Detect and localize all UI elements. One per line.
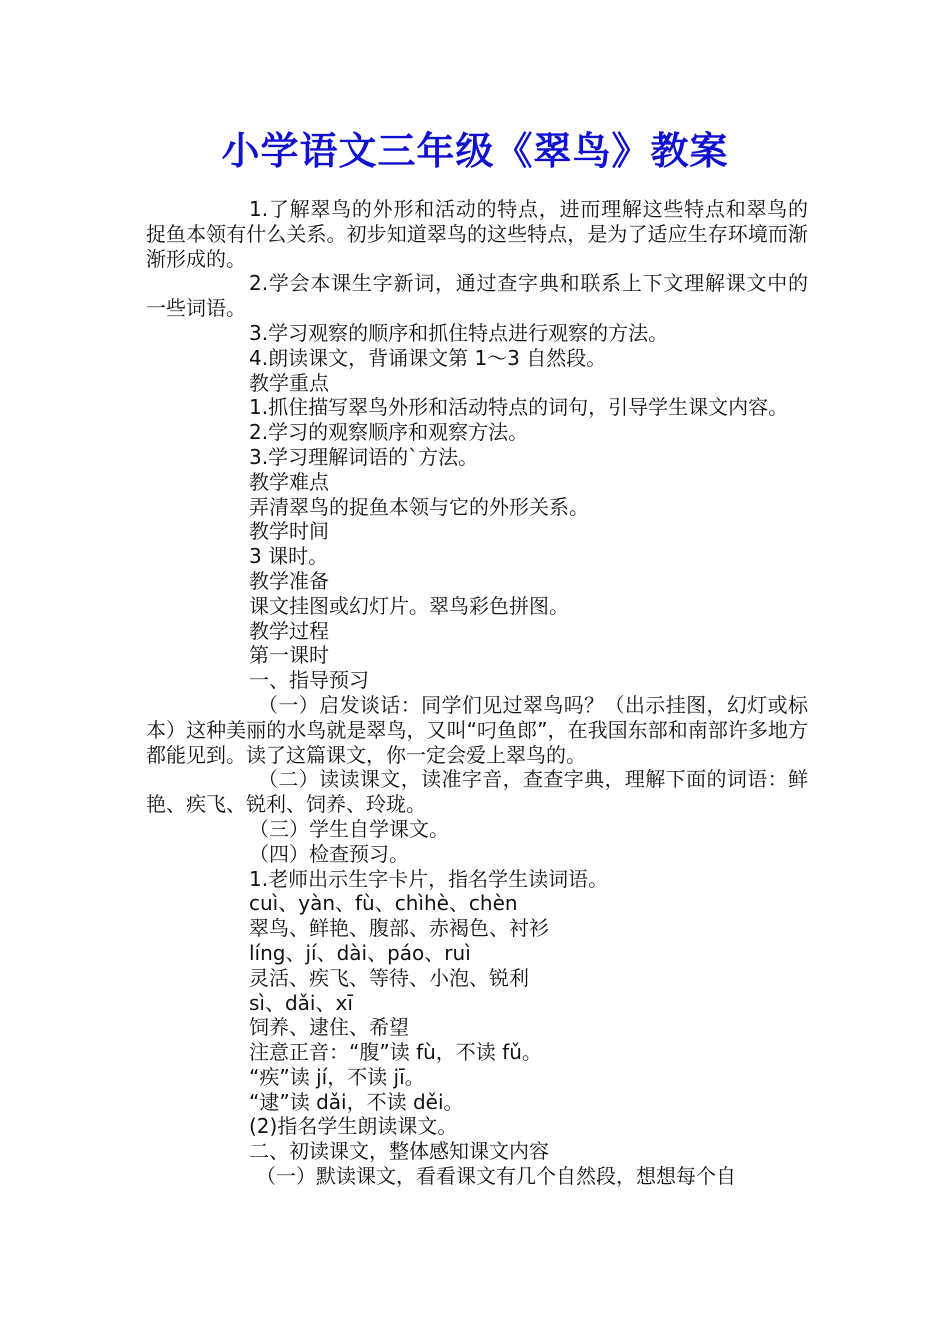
paragraph: 1.老师出示生字卡片，指名学生读词语。 [249, 866, 609, 891]
paragraph: 教学时间 [249, 519, 329, 544]
paragraph: 4.朗读课文，背诵课文第 1～3 自然段。 [249, 345, 607, 370]
paragraph: 二、初读课文，整体感知课文内容 [249, 1139, 549, 1164]
document-body [146, 197, 808, 1189]
paragraph: “疾”读 jí，不读 jī。 [249, 1064, 425, 1089]
paragraph: 教学难点 [249, 469, 329, 494]
document-title: 小学语文三年级《翠鸟》教案 [221, 128, 729, 173]
paragraph: 1.抓住描写翠鸟外形和活动特点的词句，引导学生课文内容。 [249, 395, 789, 420]
paragraph: 2.学会本课生字新词，通过查字典和联系上下文理解课文中的一些词语。 [146, 271, 808, 321]
paragraph: (2)指名学生朗读课文。 [249, 1114, 458, 1139]
paragraph: 第一课时 [249, 643, 329, 668]
paragraph: 课文挂图或幻灯片。翠鸟彩色拼图。 [249, 593, 569, 618]
paragraph: 教学过程 [249, 618, 329, 643]
paragraph: 教学重点 [249, 370, 329, 395]
paragraph: líng、jí、dài、páo、ruì [249, 940, 471, 965]
paragraph: 3.学习理解词语的`方法。 [249, 444, 479, 469]
paragraph: 弄清翠鸟的捉鱼本领与它的外形关系。 [249, 494, 589, 519]
paragraph: 3 课时。 [249, 544, 329, 569]
paragraph: （二）读读课文，读准字音，查查字典，理解下面的词语：鲜艳、疾飞、锐利、饲养、玲珑。 [146, 767, 808, 817]
paragraph: 3.学习观察的顺序和抓住特点进行观察的方法。 [249, 320, 669, 345]
paragraph: 翠鸟、鲜艳、腹部、赤褐色、衬衫 [249, 916, 549, 941]
paragraph: 一、指导预习 [249, 668, 369, 693]
paragraph: “逮”读 dǎi，不读 děi。 [249, 1089, 464, 1114]
paragraph: cuì、yàn、fù、chìhè、chèn [249, 891, 518, 916]
paragraph: （四）检查预习。 [249, 841, 409, 866]
paragraph: 教学准备 [249, 568, 329, 593]
paragraph: （一）启发谈话：同学们见过翠鸟吗？（出示挂图，幻灯或标本）这种美丽的水鸟就是翠鸟，又叫“叼鱼郎”，在我国东部和南部许多地方都能见到。读了这篇课文，你一定会爱上翠鸟的。 [146, 692, 808, 767]
paragraph: 饲养、逮住、希望 [249, 1015, 409, 1040]
paragraph: 2.学习的观察顺序和观察方法。 [249, 420, 529, 445]
paragraph: 注意正音：“腹”读 fù，不读 fǔ。 [249, 1040, 542, 1065]
paragraph: （一）默读课文，看看课文有几个自然段，想想每个自 [256, 1164, 736, 1189]
paragraph: sì、dǎi、xī [249, 990, 353, 1015]
paragraph: （三）学生自学课文。 [249, 816, 449, 841]
paragraph: 1.了解翠鸟的外形和活动的特点，进而理解这些特点和翠鸟的捉鱼本领有什么关系。初步知道翠鸟的这些特点，是为了适应生存环境而渐渐形成的。 [146, 197, 808, 271]
paragraph: 灵活、疾飞、等待、小泡、锐利 [249, 965, 529, 990]
